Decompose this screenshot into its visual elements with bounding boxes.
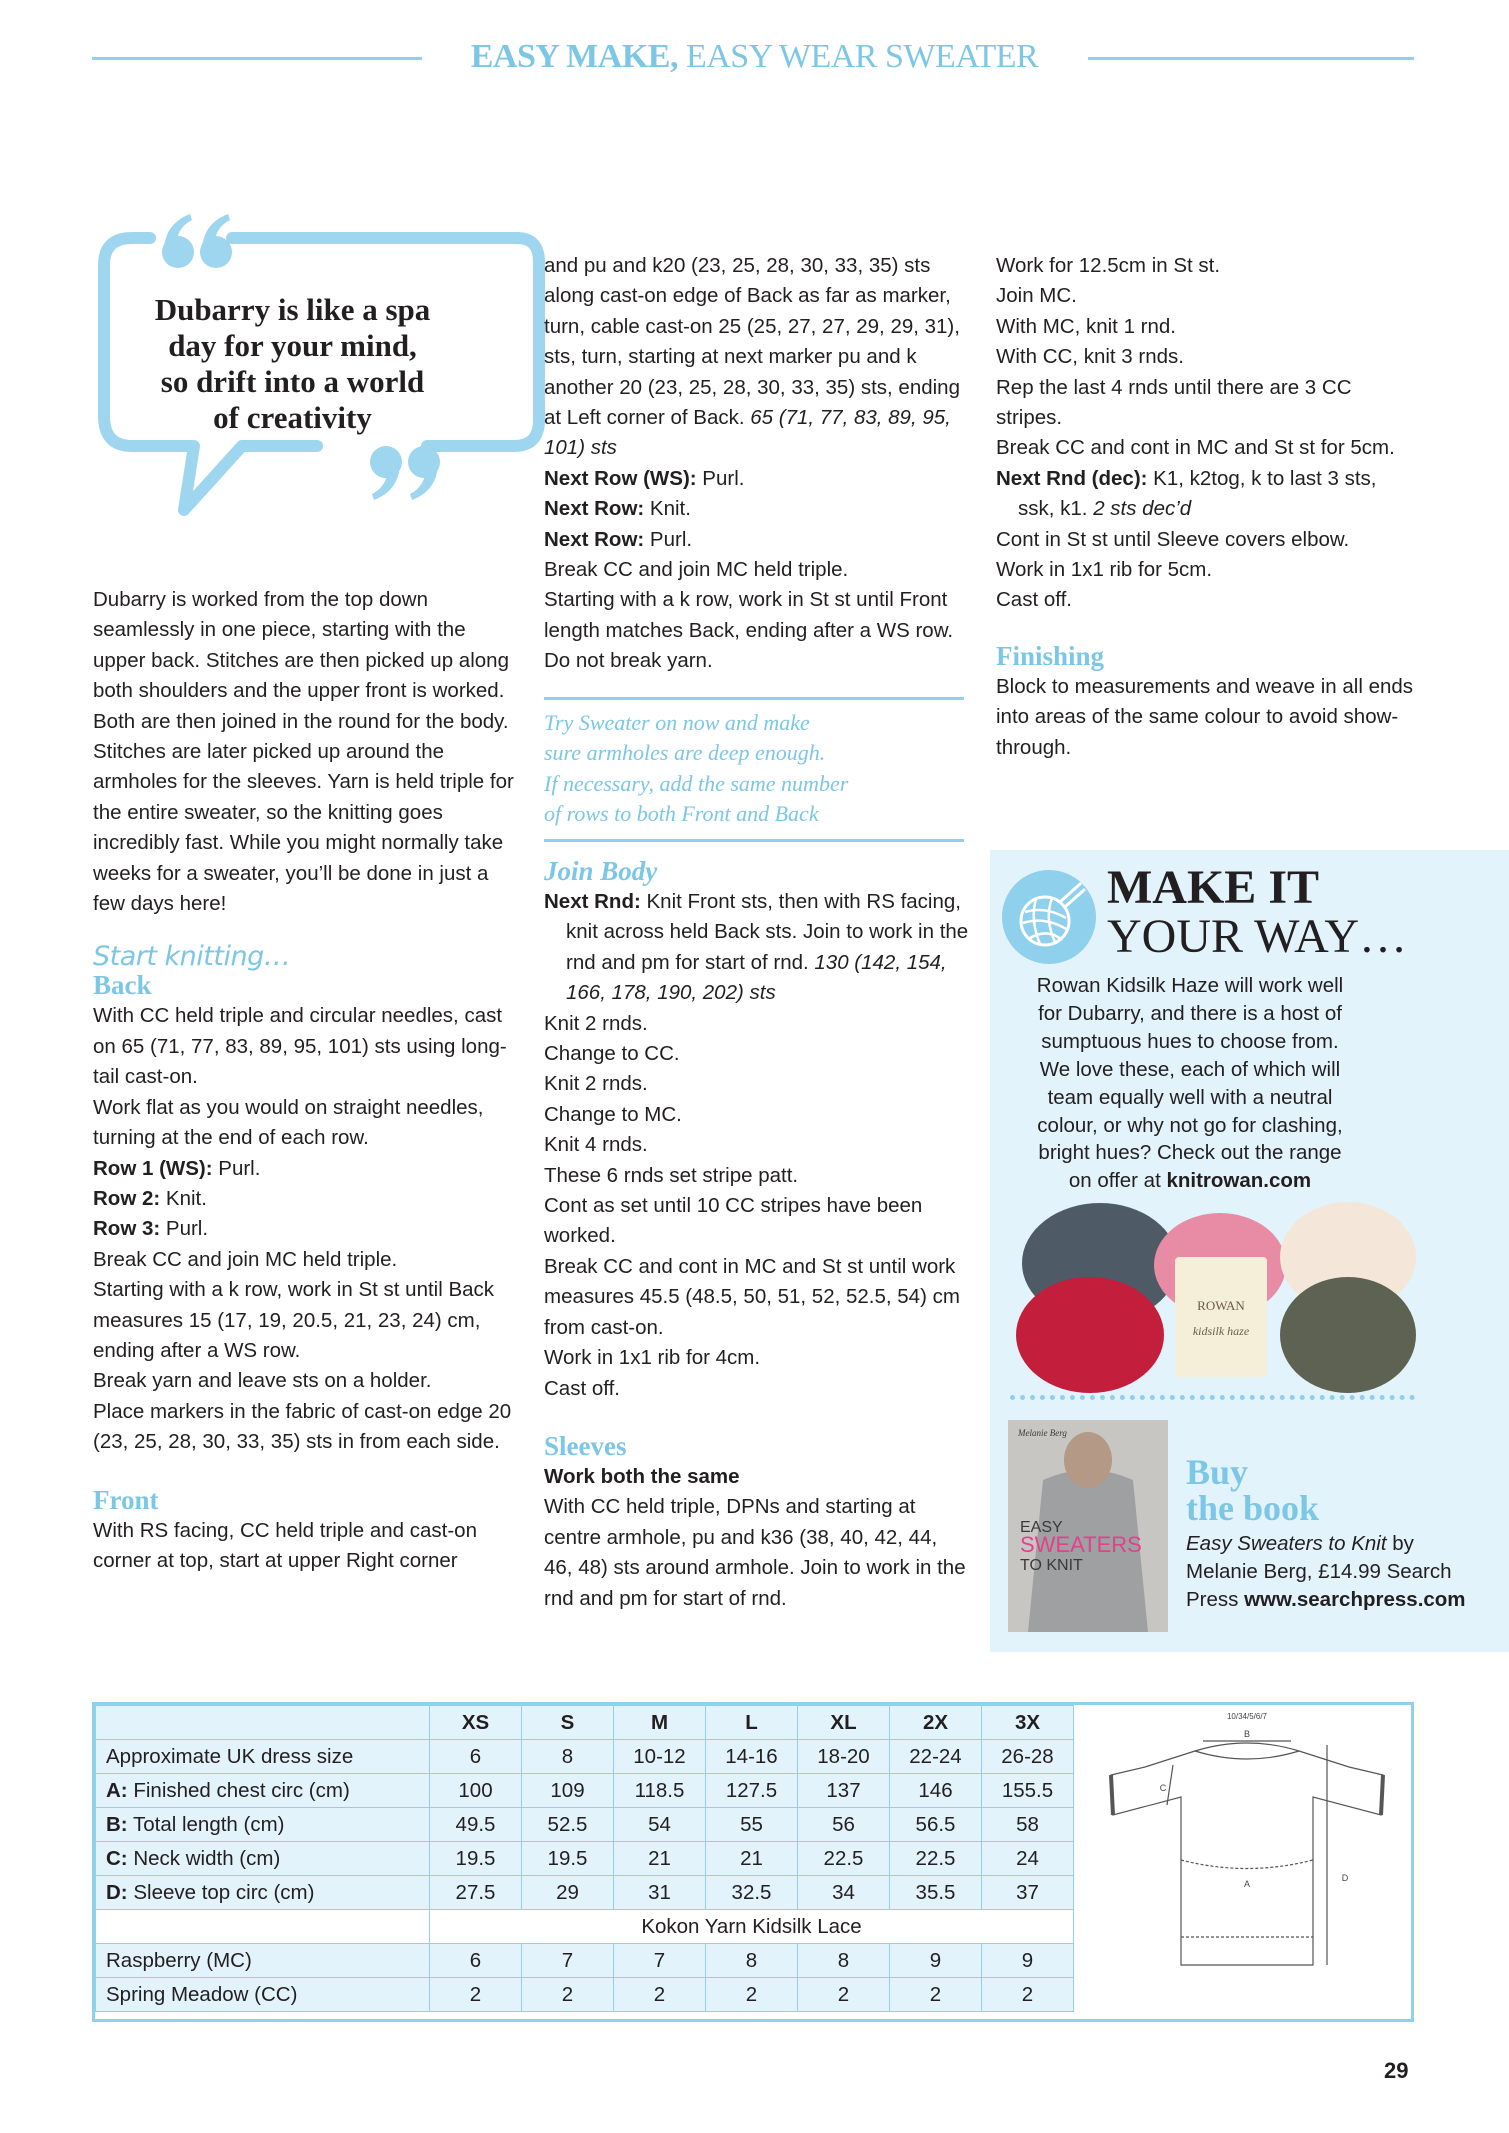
diagram-label-c: C bbox=[1159, 1783, 1167, 1793]
join-instruction: Knit 2 rnds. bbox=[544, 1072, 648, 1096]
table-row bbox=[96, 1842, 1074, 1876]
buy-the-book-text: Easy Sweaters to Knit by Melanie Berg, £14.99 Search Press www.searchpress.com bbox=[1186, 1532, 1466, 1611]
close-quote-icon bbox=[370, 446, 440, 500]
front-next-row-3: Next Row: Purl. bbox=[544, 527, 693, 551]
table-cell: 6 bbox=[430, 1740, 522, 1774]
front-next-row-1: Next Row (WS): Purl. bbox=[544, 466, 745, 490]
sleeves-heading: Sleeves bbox=[544, 1430, 627, 1461]
panel-title-line-1: MAKE IT bbox=[1107, 861, 1320, 914]
join-instruction: Break CC and cont in MC and St st until work measures 45.5 (48.5, 50, 51, 52, 52.5, 54) cm from cast-on. bbox=[544, 1254, 960, 1339]
yarn-header-row bbox=[96, 1910, 1074, 1944]
table-cell: 31 bbox=[614, 1876, 706, 1910]
table-cell: 21 bbox=[614, 1842, 706, 1876]
table-row bbox=[96, 1944, 1074, 1978]
table-cell: 56 bbox=[798, 1808, 890, 1842]
table-cell: 10-12 bbox=[614, 1740, 706, 1774]
table-cell: 2 bbox=[798, 1978, 890, 2012]
column-1 bbox=[93, 585, 518, 1576]
finishing-heading: Finishing bbox=[996, 640, 1105, 671]
table-cell: 19.5 bbox=[522, 1842, 614, 1876]
table-cell: 6 bbox=[430, 1944, 522, 1978]
table-cell: 55 bbox=[706, 1808, 798, 1842]
table-cell: 26-28 bbox=[982, 1740, 1074, 1774]
sleeves-instruction: With MC, knit 1 rnd. bbox=[996, 314, 1176, 338]
join-instruction: Work in 1x1 rib for 4cm. bbox=[544, 1346, 761, 1370]
back-heading: Back bbox=[93, 970, 152, 1001]
finishing-instruction: Block to measurements and weave in all ends into areas of the same colour to avoid show-through. bbox=[996, 674, 1414, 759]
searchpress-link[interactable]: www.searchpress.com bbox=[1244, 1587, 1466, 1611]
size-header: 3X bbox=[982, 1706, 1074, 1740]
front-heading: Front bbox=[93, 1484, 159, 1515]
table-cell: 2 bbox=[614, 1978, 706, 2012]
back-instruction: Break CC and join MC held triple. bbox=[93, 1247, 398, 1271]
table-cell: 37 bbox=[982, 1876, 1074, 1910]
join-instruction: Change to MC. bbox=[544, 1102, 682, 1126]
table-cell: 52.5 bbox=[522, 1808, 614, 1842]
page-number: 29 bbox=[1384, 2058, 1409, 2083]
book-title-sweaters: SWEATERS bbox=[1020, 1532, 1142, 1557]
diagram-size-label: 10/34/5/6/7 bbox=[1226, 1712, 1268, 1721]
table-cell: 22.5 bbox=[890, 1842, 982, 1876]
dotted-divider bbox=[1010, 1395, 1415, 1400]
back-instruction: Break yarn and leave sts on a holder. bbox=[93, 1369, 432, 1393]
row-label: Approximate UK dress size bbox=[96, 1740, 430, 1774]
table-row bbox=[96, 1978, 1074, 2012]
table-cell: 7 bbox=[614, 1944, 706, 1978]
size-header: XS bbox=[430, 1706, 522, 1740]
join-instruction: Cast off. bbox=[544, 1376, 620, 1400]
panel-description: Rowan Kidsilk Haze will work well for Dubarry, and there is a host of sumptuous hues to choose from. We love these, each of which will team equally well with a neutral colour, or why not go for clashing, bright hues? Check out the range on offer at knitrowan.com bbox=[1036, 974, 1344, 1193]
back-instruction: With CC held triple and circular needles, cast on 65 (71, 77, 83, 89, 95, 101) sts using long-tail cast-on. bbox=[93, 1004, 507, 1089]
table-cell: 2 bbox=[430, 1978, 522, 2012]
book-cover-image bbox=[1008, 1420, 1168, 1632]
table-cell: 49.5 bbox=[430, 1808, 522, 1842]
join-instruction: Knit 2 rnds. bbox=[544, 1011, 648, 1035]
column-2 bbox=[544, 251, 969, 677]
join-instruction: Knit 4 rnds. bbox=[544, 1133, 648, 1157]
yarn-ball-icon bbox=[1000, 868, 1098, 966]
table-cell: 29 bbox=[522, 1876, 614, 1910]
sleeves-instruction: With CC, knit 3 rnds. bbox=[996, 345, 1184, 369]
table-cell: 9 bbox=[982, 1944, 1074, 1978]
front-instruction: and pu and k20 (23, 25, 28, 30, 33, 35) sts along cast-on edge of Back as far as marker, turn, cable cast-on 25 (25, 27, 27, 29, 29, 31), sts, turn, starting at next marker pu and k another 20 (23, 25, 28, 30, 33, 35) sts, ending at Left corner of Back. 65 (71, 77, 83, 89, 95, 101) sts bbox=[544, 254, 960, 460]
front-instruction: Break CC and join MC held triple. bbox=[544, 558, 849, 582]
book-title-easy: EASY bbox=[1020, 1519, 1063, 1536]
try-on-note: Try Sweater on now and make sure armholes are deep enough. If necessary, add the same number of rows to both Front and Back bbox=[544, 697, 964, 842]
table-cell: 22-24 bbox=[890, 1740, 982, 1774]
size-header: L bbox=[706, 1706, 798, 1740]
row-label: D: Sleeve top circ (cm) bbox=[96, 1876, 430, 1910]
row-label: Spring Meadow (CC) bbox=[96, 1978, 430, 2012]
sleeves-instruction: Break CC and cont in MC and St st for 5cm. bbox=[996, 436, 1395, 460]
table-cell: 118.5 bbox=[614, 1774, 706, 1808]
back-row-1: Row 1 (WS): Purl. bbox=[93, 1156, 261, 1180]
sweater-schematic bbox=[1083, 1705, 1411, 2019]
table-cell: 34 bbox=[798, 1876, 890, 1910]
start-knitting-heading: Start knitting… bbox=[93, 941, 291, 973]
column-2-lower bbox=[544, 855, 969, 1614]
diagram-label-d: D bbox=[1341, 1873, 1349, 1883]
table-row bbox=[96, 1774, 1074, 1808]
table-cell: 2 bbox=[890, 1978, 982, 2012]
table-cell: 56.5 bbox=[890, 1808, 982, 1842]
back-instruction: Place markers in the fabric of cast-on edge 20 (23, 25, 28, 30, 33, 35) sts in from each side. bbox=[93, 1399, 512, 1454]
sleeves-instruction: Work for 12.5cm in St st. bbox=[996, 254, 1221, 277]
table-cell: 109 bbox=[522, 1774, 614, 1808]
join-body-heading: Join Body bbox=[544, 856, 658, 886]
sleeves-subheading: Work both the same bbox=[544, 1464, 740, 1488]
size-header: S bbox=[522, 1706, 614, 1740]
diagram-label-b: B bbox=[1243, 1729, 1251, 1739]
buy-the-book-heading: Buy the book bbox=[1186, 1452, 1320, 1528]
table-row bbox=[96, 1808, 1074, 1842]
table-cell: 22.5 bbox=[798, 1842, 890, 1876]
sleeves-instruction: Rep the last 4 rnds until there are 3 CC stripes. bbox=[996, 375, 1352, 430]
intro-paragraph: Dubarry is worked from the top down seamlessly in one piece, starting with the upper back. Stitches are then picked up along both shoulders and the upper front is worked. Both are then joined in the round for the body. Stitches are later picked up around the armholes for the sleeves. Yarn is held triple for the entire sweater, so the knitting goes incredibly fast. While you might normally take weeks for a sweater, you’ll be done in just a few days here! bbox=[93, 588, 514, 916]
table-row bbox=[96, 1740, 1074, 1774]
join-next-round: Next Rnd: Knit Front sts, then with RS facing, knit across held Back sts. Join to work in the rnd and pm for start of rnd. 130 (142, 154, 166, 178, 190, 202) sts bbox=[544, 890, 969, 1005]
sleeves-instruction: Join MC. bbox=[996, 284, 1077, 308]
table-row bbox=[96, 1876, 1074, 1910]
sleeves-instruction: Work in 1x1 rib for 5cm. bbox=[996, 558, 1213, 582]
column-3 bbox=[996, 251, 1416, 763]
front-next-row-2: Next Row: Knit. bbox=[544, 497, 691, 521]
table-corner-cell bbox=[96, 1706, 430, 1740]
size-header: 2X bbox=[890, 1706, 982, 1740]
table-cell: 54 bbox=[614, 1808, 706, 1842]
sleeves-decrease-round: Next Rnd (dec): K1, k2tog, k to last 3 sts, ssk, k1. 2 sts dec’d bbox=[996, 466, 1377, 521]
row-label: Raspberry (MC) bbox=[96, 1944, 430, 1978]
table-cell: 18-20 bbox=[798, 1740, 890, 1774]
table-cell: 2 bbox=[706, 1978, 798, 2012]
table-cell: 100 bbox=[430, 1774, 522, 1808]
table-cell: 8 bbox=[706, 1944, 798, 1978]
size-table bbox=[95, 1705, 1074, 2012]
book-author-label: Melanie Berg bbox=[1018, 1428, 1067, 1438]
panel-title-line-2: YOUR WAY… bbox=[1107, 910, 1408, 963]
yarn-name: Kokon Yarn Kidsilk Lace bbox=[430, 1910, 1074, 1944]
table-cell: 14-16 bbox=[706, 1740, 798, 1774]
back-row-3: Row 3: Purl. bbox=[93, 1217, 209, 1241]
rowan-link[interactable]: knitrowan.com bbox=[1166, 1169, 1312, 1193]
table-cell: 2 bbox=[982, 1978, 1074, 2012]
back-row-2: Row 2: Knit. bbox=[93, 1186, 207, 1210]
pull-quote: Dubarry is like a spa day for your mind, so drift into a world of creativity bbox=[154, 292, 431, 435]
front-instruction: With RS facing, CC held triple and cast-on corner at top, start at upper Right corner bbox=[93, 1518, 477, 1572]
table-cell: 127.5 bbox=[706, 1774, 798, 1808]
yarn-brand-label: ROWAN bbox=[1197, 1298, 1245, 1313]
table-cell: 9 bbox=[890, 1944, 982, 1978]
row-label: C: Neck width (cm) bbox=[96, 1842, 430, 1876]
diagram-label-a: A bbox=[1243, 1879, 1251, 1889]
sleeves-instruction: Cont in St st until Sleeve covers elbow. bbox=[996, 527, 1350, 551]
table-header-row bbox=[96, 1706, 1074, 1740]
row-label: A: Finished chest circ (cm) bbox=[96, 1774, 430, 1808]
table-cell: 7 bbox=[522, 1944, 614, 1978]
table-cell: 19.5 bbox=[430, 1842, 522, 1876]
row-label: B: Total length (cm) bbox=[96, 1808, 430, 1842]
size-header: XL bbox=[798, 1706, 890, 1740]
table-cell: 58 bbox=[982, 1808, 1074, 1842]
open-quote-icon bbox=[162, 214, 232, 268]
join-instruction: Change to CC. bbox=[544, 1042, 680, 1066]
yarn-balls-image bbox=[1010, 1195, 1420, 1395]
table-cell: 21 bbox=[706, 1842, 798, 1876]
sleeves-instruction: Cast off. bbox=[996, 588, 1072, 612]
size-header: M bbox=[614, 1706, 706, 1740]
back-instruction: Starting with a k row, work in St st until Back measures 15 (17, 19, 20.5, 21, 23, 24) cm, ending after a WS row. bbox=[93, 1278, 495, 1362]
table-cell: 8 bbox=[798, 1944, 890, 1978]
table-cell: 32.5 bbox=[706, 1876, 798, 1910]
table-cell: 27.5 bbox=[430, 1876, 522, 1910]
page-title: EASY MAKE, EASY WEAR SWEATER bbox=[470, 38, 1039, 75]
table-corner-cell bbox=[96, 1910, 430, 1944]
table-cell: 146 bbox=[890, 1774, 982, 1808]
book-title-toknit: TO KNIT bbox=[1020, 1557, 1083, 1574]
table-cell: 24 bbox=[982, 1842, 1074, 1876]
table-cell: 155.5 bbox=[982, 1774, 1074, 1808]
sleeves-instruction: With CC held triple, DPNs and starting at centre armhole, pu and k36 (38, 40, 42, 44, 46, 48) sts around armhole. Join to work in the rnd and pm for start of rnd. bbox=[544, 1495, 966, 1610]
back-instruction: Work flat as you would on straight needles, turning at the end of each row. bbox=[93, 1095, 484, 1150]
table-cell: 137 bbox=[798, 1774, 890, 1808]
table-cell: 8 bbox=[522, 1740, 614, 1774]
join-instruction: Cont as set until 10 CC stripes have been worked. bbox=[544, 1194, 923, 1248]
front-instruction: Starting with a k row, work in St st until Front length matches Back, ending after a WS row. Do not break yarn. bbox=[544, 588, 954, 673]
table-cell: 2 bbox=[522, 1978, 614, 2012]
table-cell: 35.5 bbox=[890, 1876, 982, 1910]
yarn-name-label: kidsilk haze bbox=[1192, 1324, 1250, 1338]
join-instruction: These 6 rnds set stripe patt. bbox=[544, 1163, 799, 1187]
